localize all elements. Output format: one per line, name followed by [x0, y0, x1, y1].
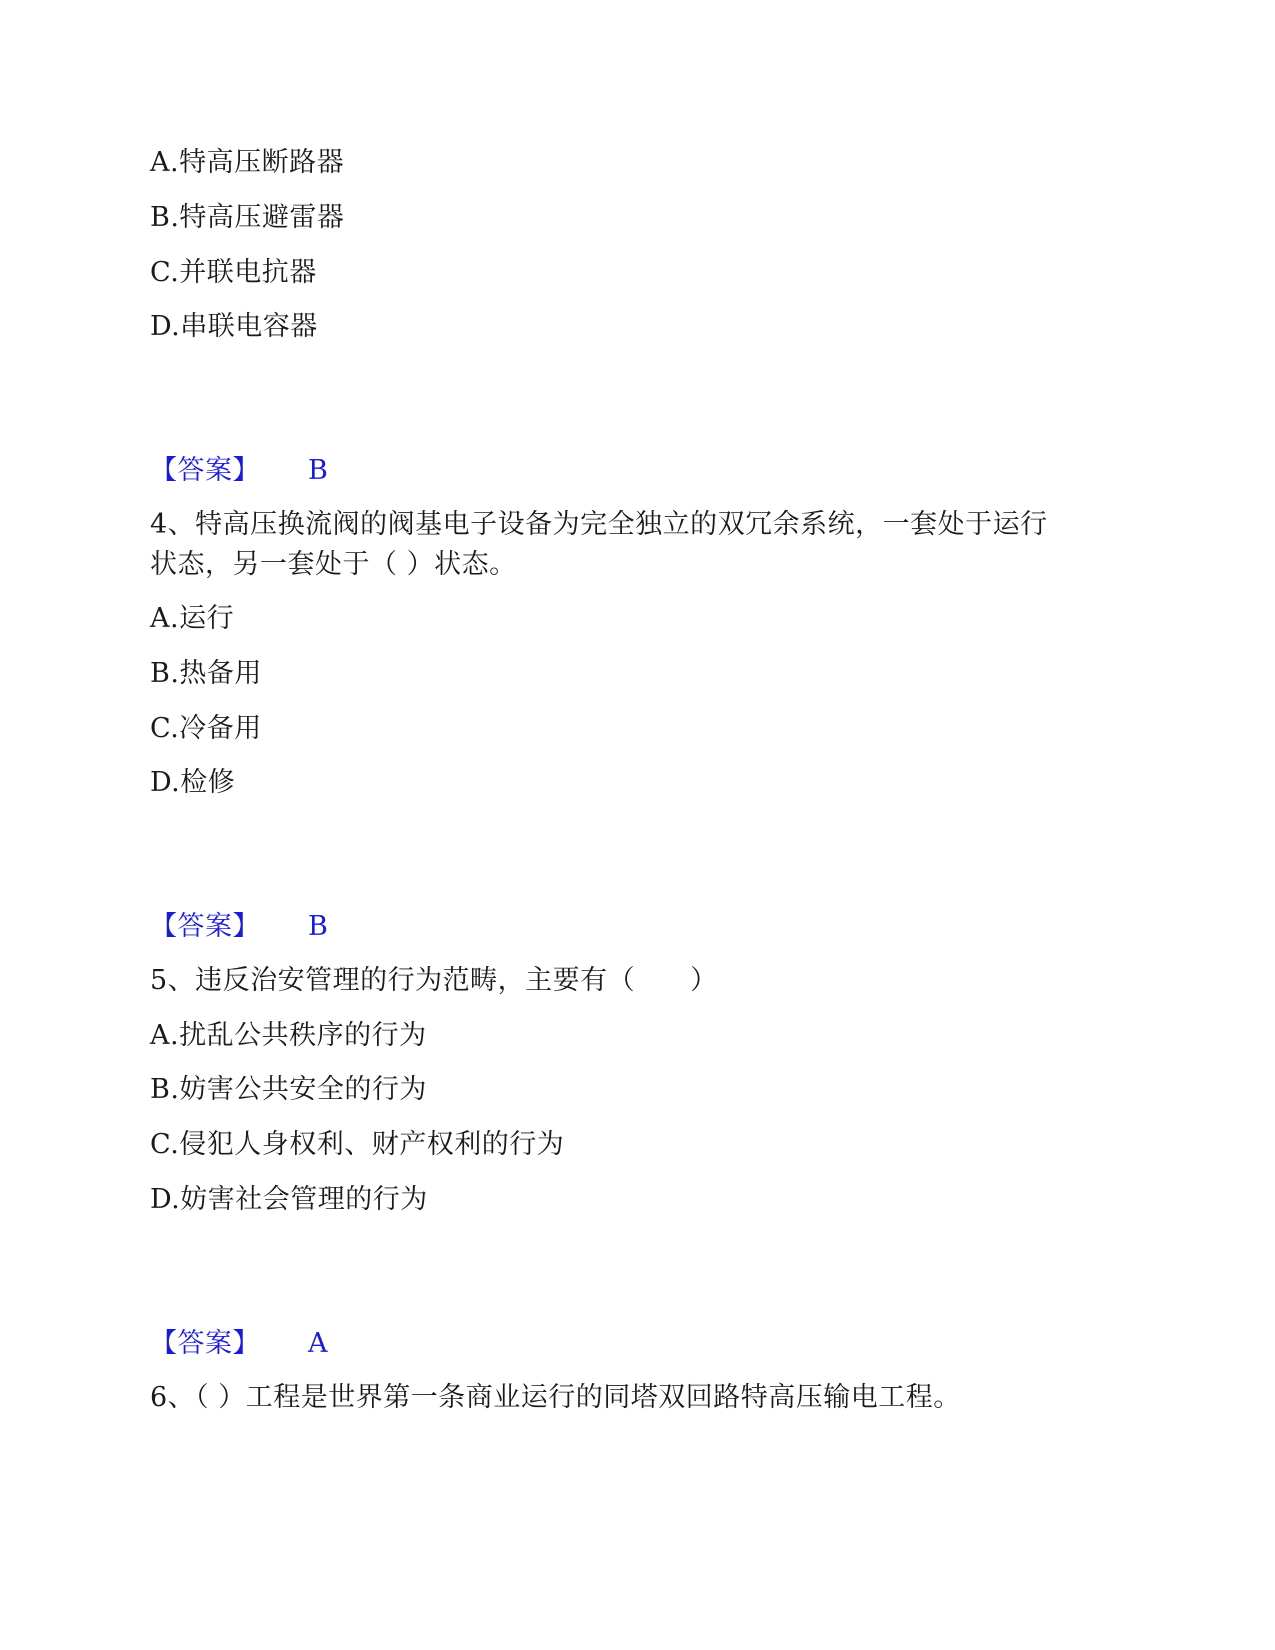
q5-option-a: A.扰乱公共秩序的行为 [150, 1020, 427, 1051]
q4-stem-line2: 状态，另一套处于（ ）状态。 [150, 549, 517, 580]
q4-option-c: C.冷备用 [150, 713, 262, 744]
q3-answer-label: 【答案】 [150, 455, 260, 486]
q3-option-c: C.并联电抗器 [150, 257, 317, 288]
q3-option-a: A.特高压断路器 [150, 147, 345, 178]
q4-option-d: D.检修 [150, 767, 236, 798]
q4-option-a: A.运行 [150, 603, 235, 634]
q5-option-b: B.妨害公共安全的行为 [150, 1074, 427, 1105]
q5-answer [150, 1327, 328, 1361]
q4-answer-label: 【答案】 [150, 911, 260, 942]
q5-answer-label: 【答案】 [150, 1328, 260, 1359]
q3-answer-value: B [308, 455, 329, 486]
q3-answer [150, 454, 328, 488]
q5-option-c: C.侵犯人身权利、财产权利的行为 [150, 1129, 565, 1160]
q5-option-d: D.妨害社会管理的行为 [150, 1184, 428, 1215]
q3-option-b: B.特高压避雷器 [150, 202, 345, 233]
q5-stem: 5、违反治安管理的行为范畴，主要有（ ） [150, 965, 718, 996]
q6-stem: 6、（ ）工程是世界第一条商业运行的同塔双回路特高压输电工程。 [150, 1382, 961, 1413]
q4-answer [150, 910, 328, 944]
q4-stem-line1: 4、特高压换流阀的阀基电子设备为完全独立的双冗余系统，一套处于运行 [150, 509, 1048, 540]
q4-answer-value: B [308, 911, 329, 942]
q4-option-b: B.热备用 [150, 658, 262, 689]
q3-option-d: D.串联电容器 [150, 311, 318, 342]
q5-answer-value: A [308, 1328, 328, 1359]
